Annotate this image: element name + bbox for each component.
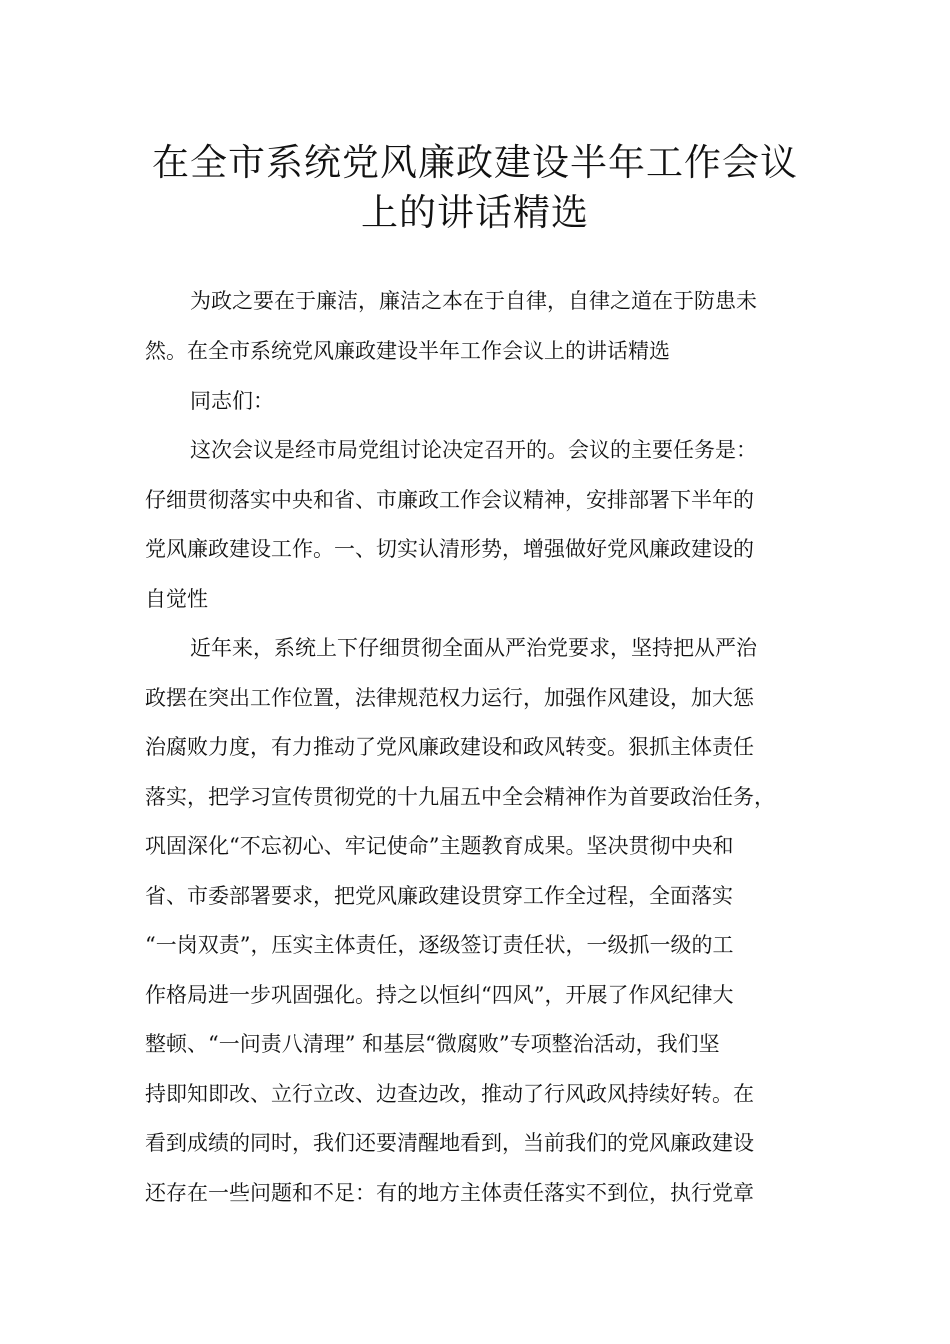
document-title-line-2: 上的讲话精选	[361, 191, 589, 234]
body-line-11: 落实，把学习宣传贯彻党的十九届五中全会精神作为首要政治任务，	[145, 785, 775, 809]
body-line-2: 然。在全市系统党风廉政建设半年工作会议上的讲话精选	[145, 339, 670, 363]
body-line-5: 仔细贯彻落实中央和省、市廉政工作会议精神，安排部署下半年的	[145, 488, 754, 512]
body-line-19: 还存在一些问题和不足：有的地方主体责任落实不到位，执行党章	[145, 1181, 754, 1205]
body-line-6: 党风廉政建设工作。一、切实认清形势，增强做好党风廉政建设的	[145, 537, 754, 561]
body-line-13: 省、市委部署要求，把党风廉政建设贯穿工作全过程，全面落实	[145, 884, 733, 908]
body-line-16: 整顿、“一问责八清理” 和基层“微腐败”专项整治活动，我们坚	[145, 1032, 720, 1056]
body-line-10: 治腐败力度，有力推动了党风廉政建设和政风转变。狠抓主体责任	[145, 735, 754, 759]
body-line-8: 近年来，系统上下仔细贯彻全面从严治党要求，坚持把从严治	[190, 636, 757, 660]
body-line-18: 看到成绩的同时，我们还要清醒地看到，当前我们的党风廉政建设	[145, 1131, 754, 1155]
body-line-17: 持即知即改、立行立改、边查边改，推动了行风政风持续好转。在	[145, 1082, 754, 1106]
document-title-line-1: 在全市系统党风廉政建设半年工作会议	[152, 141, 798, 184]
body-line-4: 这次会议是经市局党组讨论决定召开的。会议的主要任务是：	[190, 438, 757, 462]
body-line-12: 巩固深化“不忘初心、牢记使命”主题教育成果。坚决贯彻中央和	[145, 834, 734, 858]
body-line-14: “一岗双责”，压实主体责任，逐级签订责任状，一级抓一级的工	[145, 933, 734, 957]
body-line-1: 为政之要在于廉洁，廉洁之本在于自律，自律之道在于防患未	[190, 289, 757, 313]
body-line-9: 政摆在突出工作位置，法律规范权力运行，加强作风建设，加大惩	[145, 686, 754, 710]
body-line-15: 作格局进一步巩固强化。持之以恒纠“四风”，开展了作风纪律大	[145, 983, 734, 1007]
body-line-3: 同志们：	[190, 389, 274, 413]
body-line-7: 自觉性	[145, 587, 208, 611]
